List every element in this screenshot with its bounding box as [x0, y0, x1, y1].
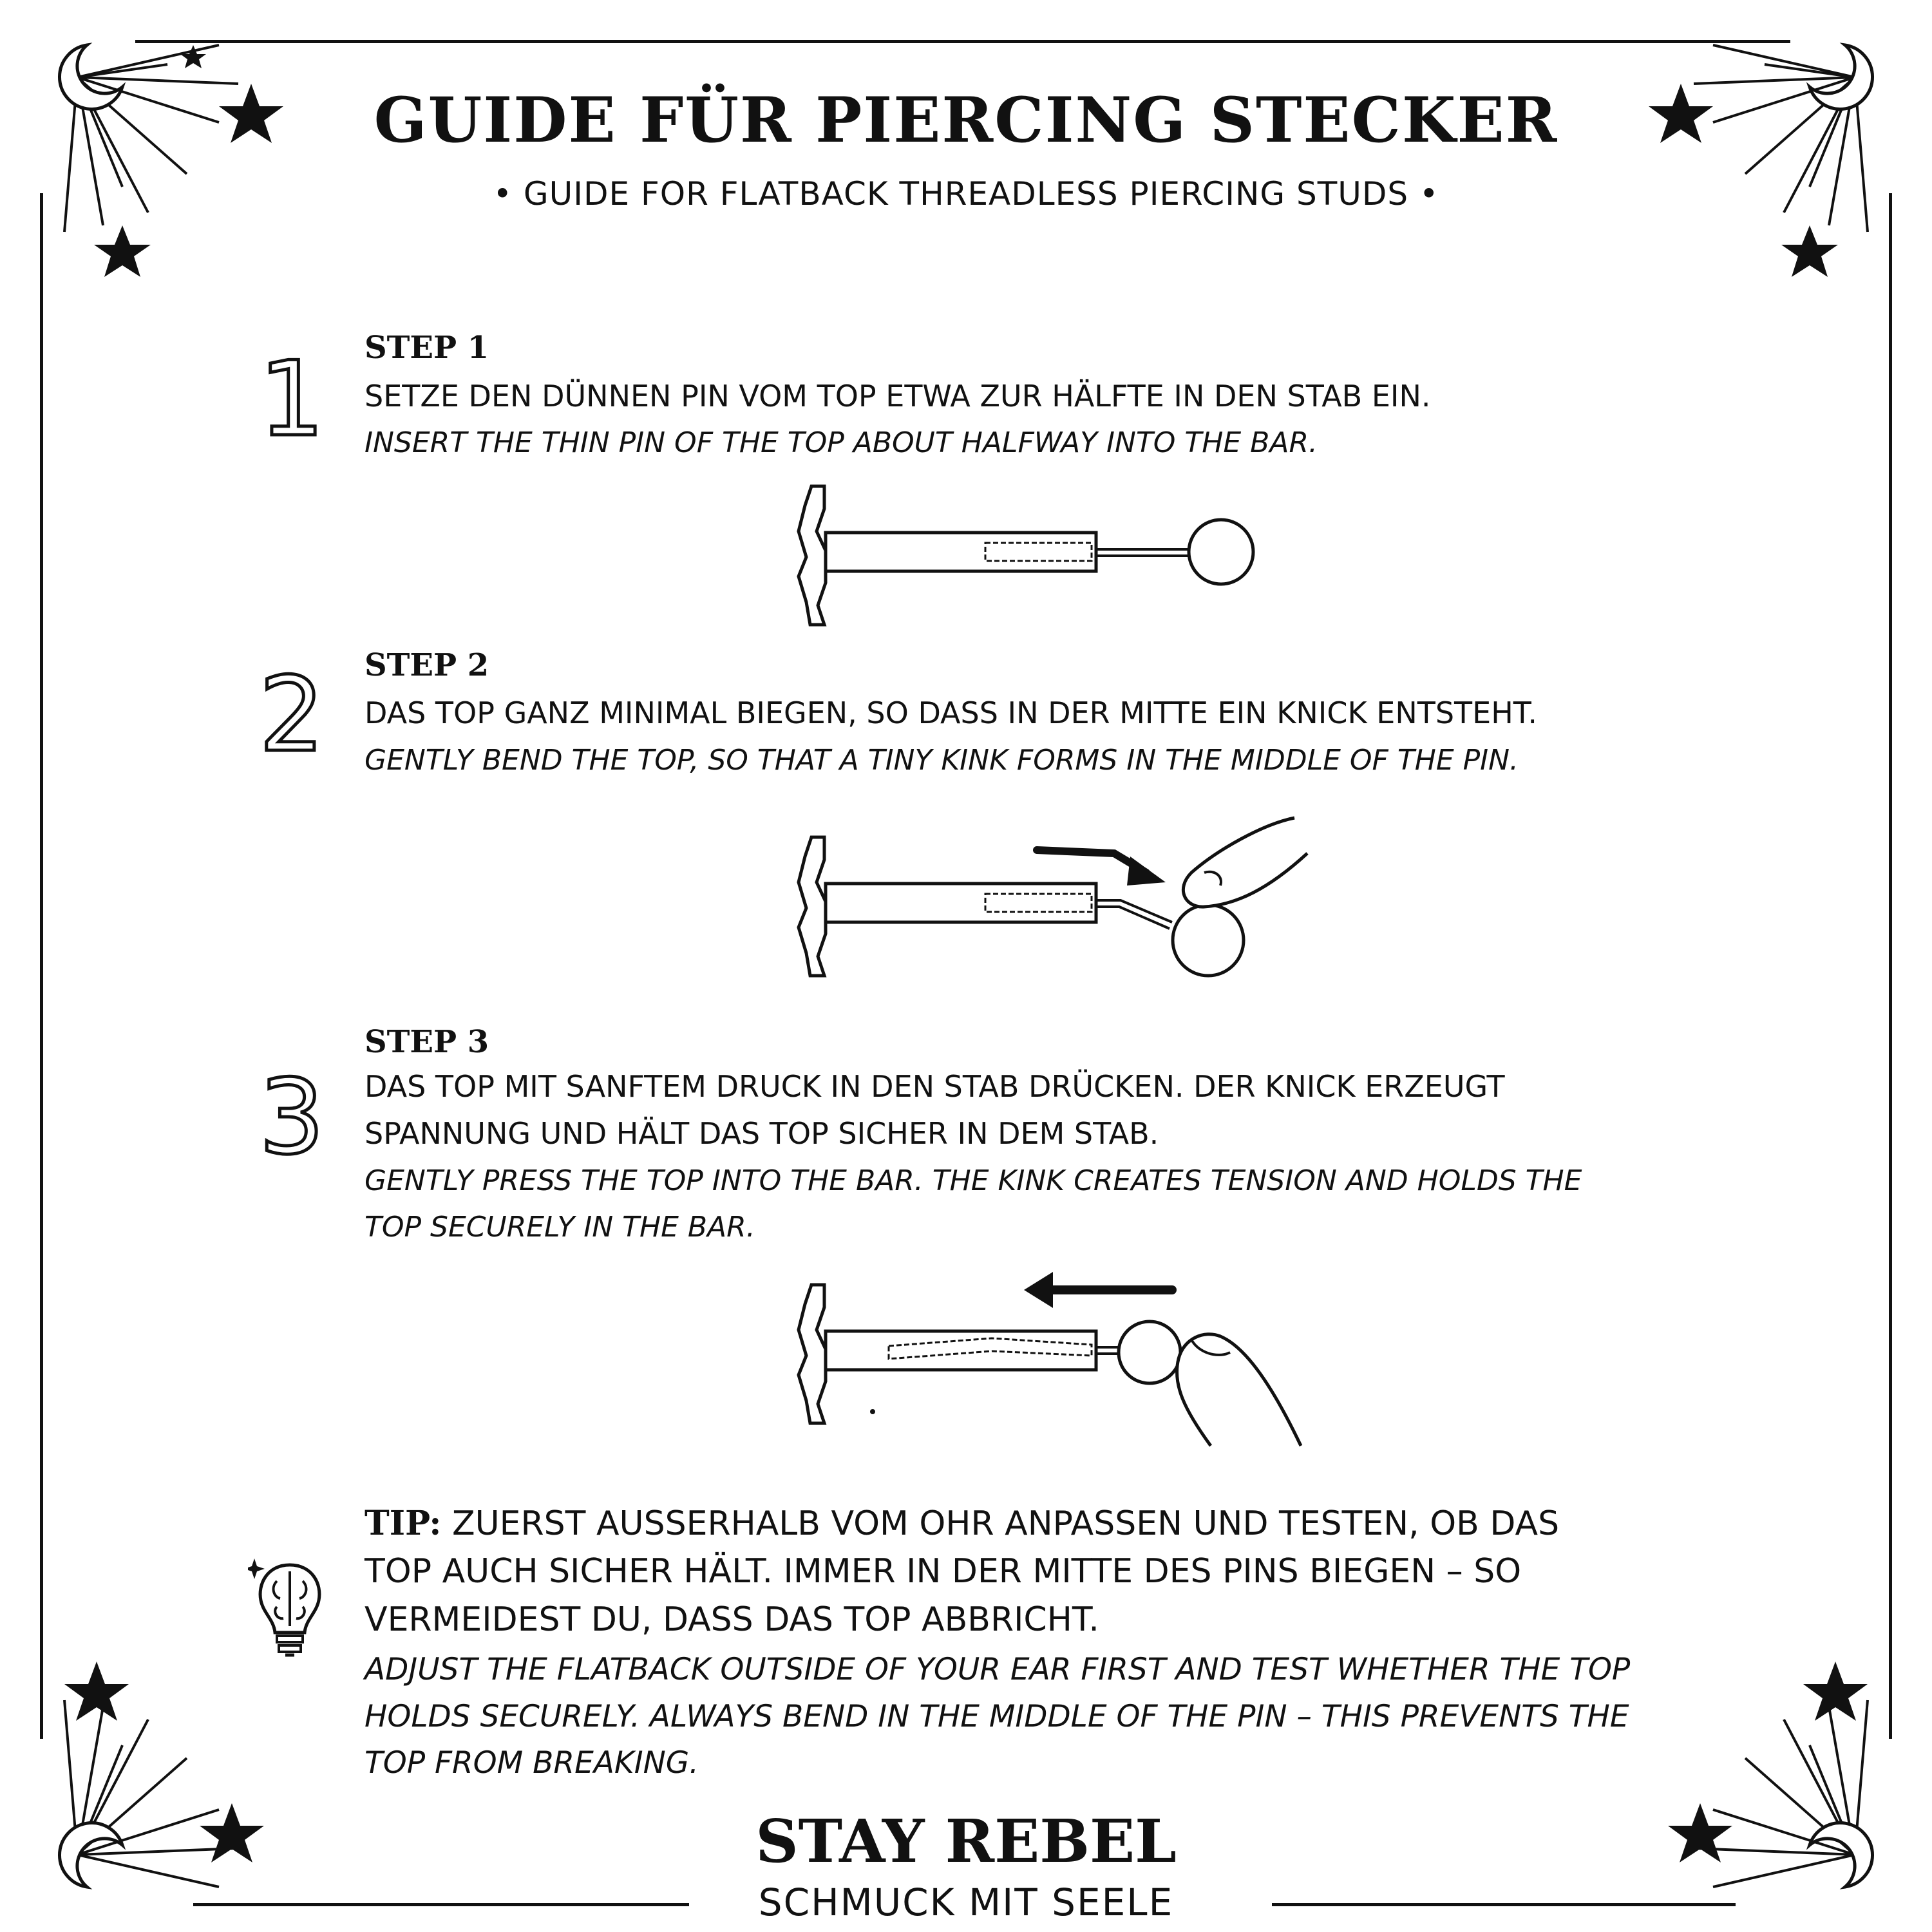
step-number-2-text: 2: [259, 663, 325, 760]
tip-text-de-1: [365, 1504, 1559, 1543]
frame-right-line: [1889, 193, 1892, 1739]
tip-text-de-3: VERMEIDEST DU, DASS DAS TOP ABBRICHT.: [365, 1600, 1099, 1639]
step-1-text-de: SETZE DEN DÜNNEN PIN VOM TOP ETWA ZUR HÄLFTE IN DEN STAB EIN.: [365, 379, 1431, 413]
step-3-text-en-2: TOP SECURELY IN THE BAR.: [365, 1211, 755, 1244]
corner-ornament-top-right: [1636, 26, 1906, 296]
step-2-illustration: [792, 811, 1327, 985]
step-2-text-de: DAS TOP GANZ MINIMAL BIEGEN, SO DASS IN DER MITTE EIN KNICK ENTSTEHT.: [365, 696, 1538, 730]
step-1-label: STEP 1: [365, 330, 489, 366]
step-number-1: [256, 348, 327, 444]
step-3-text-de-1: DAS TOP MIT SANFTEM DRUCK IN DEN STAB DRÜCKEN. DER KNICK ERZEUGT: [365, 1069, 1505, 1104]
finger-icon: [1183, 818, 1307, 907]
tip-text-de-2: TOP AUCH SICHER HÄLT. IMMER IN DER MITTE DES PINS BIEGEN – SO: [365, 1552, 1522, 1591]
step-3-label: STEP 3: [365, 1024, 489, 1060]
star-icon: [94, 225, 151, 277]
frame-top-line: [135, 40, 1790, 43]
tip-text-en-3: TOP FROM BREAKING.: [365, 1745, 699, 1781]
step-3-illustration: [792, 1262, 1327, 1449]
frame-left-line: [40, 193, 43, 1739]
star-icon: [64, 1662, 129, 1721]
page-title: GUIDE FÜR PIERCING STECKER: [374, 84, 1558, 156]
step-2-label: STEP 2: [365, 647, 489, 683]
step-1-text-en: INSERT THE THIN PIN OF THE TOP ABOUT HALFWAY INTO THE BAR.: [365, 426, 1318, 459]
tip-text-en-1: ADJUST THE FLATBACK OUTSIDE OF YOUR EAR FIRST AND TEST WHETHER THE TOP: [365, 1652, 1631, 1687]
star-icon: [1803, 1662, 1868, 1721]
lightbulb-brain-icon: [248, 1552, 332, 1662]
step-1-illustration: [792, 480, 1282, 628]
corner-ornament-top-left: [26, 26, 296, 296]
step-number-3: [256, 1066, 327, 1162]
step-number-2: [256, 663, 327, 760]
step-2-text-en: GENTLY BEND THE TOP, SO THAT A TINY KINK FORMS IN THE MIDDLE OF THE PIN.: [365, 744, 1519, 777]
step-number-3-text: 3: [259, 1066, 325, 1162]
step-3-text-de-2: SPANNUNG UND HÄLT DAS TOP SICHER IN DEM STAB.: [365, 1116, 1159, 1151]
step-3-text-en-1: GENTLY PRESS THE TOP INTO THE BAR. THE KINK CREATES TENSION AND HOLDS THE: [365, 1164, 1582, 1197]
brand-tagline: SCHMUCK MIT SEELE: [758, 1880, 1174, 1924]
step-number-1-text: 1: [259, 348, 325, 444]
tip-label: TIP:: [365, 1504, 442, 1543]
finger-icon: [1177, 1334, 1301, 1446]
page-subtitle: • GUIDE FOR FLATBACK THREADLESS PIERCING STUDS •: [493, 175, 1439, 213]
brand-name: STAY REBEL: [755, 1806, 1177, 1876]
tip-text-de-1-body: ZUERST AUSSERHALB VOM OHR ANPASSEN UND TESTEN, OB DAS: [452, 1504, 1560, 1543]
star-icon: [1781, 225, 1838, 277]
tip-text-en-2: HOLDS SECURELY. ALWAYS BEND IN THE MIDDLE OF THE PIN – THIS PREVENTS THE: [365, 1699, 1629, 1734]
